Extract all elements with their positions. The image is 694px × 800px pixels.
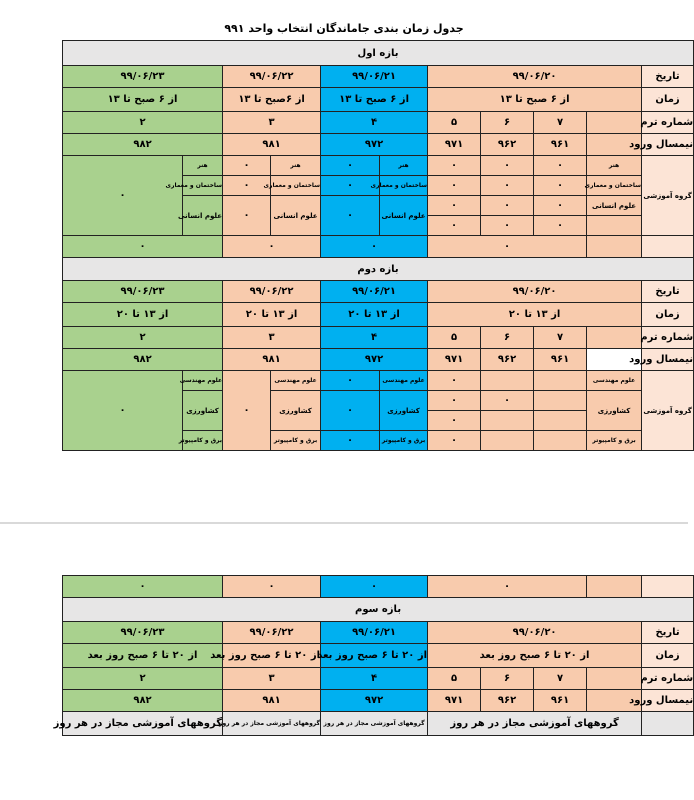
- entry-row: [63, 690, 694, 712]
- group-agri: کشاورزی: [183, 391, 223, 431]
- entry-971: ۹۷۱: [428, 134, 481, 156]
- term-6: ۶: [481, 112, 534, 134]
- term-3: ۳: [223, 327, 321, 349]
- term-3: ۳: [223, 112, 321, 134]
- count-blank: [587, 236, 642, 258]
- group-cell: ۰: [428, 156, 481, 176]
- time-day4: از ۱۳ تا ۲۰: [63, 303, 223, 327]
- date-day3: ۹۹/۰۶/۲۲: [223, 281, 321, 303]
- time-row: [63, 88, 694, 112]
- count-day4: ۰: [63, 236, 223, 258]
- group-cell: ۰: [534, 156, 587, 176]
- time-day4: از ۲۰ تا ۶ صبح روز بعد: [63, 644, 223, 668]
- entry-971: ۹۷۱: [428, 349, 481, 371]
- group-cell: ۰: [223, 176, 271, 196]
- entry-row: [63, 134, 694, 156]
- group-cell: ۰: [534, 216, 587, 236]
- entry-972: ۹۷۲: [321, 349, 428, 371]
- entry-972: ۹۷۲: [321, 134, 428, 156]
- group-eng: علوم مهندسی: [271, 371, 321, 391]
- date-day2: ۹۹/۰۶/۲۱: [321, 66, 428, 88]
- group-elec: برق و کامپیوتر: [380, 431, 428, 451]
- term-6: ۶: [481, 327, 534, 349]
- group-cell: ۰: [534, 196, 587, 216]
- group-arch: ساختمان و معماری: [380, 176, 428, 196]
- term-blank: [587, 112, 642, 134]
- group-cell: ۰: [428, 176, 481, 196]
- count-label: [642, 236, 694, 258]
- group-cell: ۰: [481, 391, 534, 411]
- group-cell: ۰: [428, 371, 481, 391]
- entry-971: ۹۷۱: [428, 690, 481, 712]
- term-5: ۵: [428, 327, 481, 349]
- schedule-table-main: [62, 40, 694, 451]
- group-agri: کشاورزی: [380, 391, 428, 431]
- group-label: گروه آموزشی: [642, 371, 694, 451]
- group-cell: ۰: [321, 391, 380, 431]
- date-row: [63, 622, 694, 644]
- group-cell: ۰: [321, 196, 380, 236]
- entry-962: ۹۶۲: [481, 349, 534, 371]
- period-3-header: بازه سوم: [63, 598, 694, 622]
- group-cell: [587, 216, 642, 236]
- term-7: ۷: [534, 668, 587, 690]
- term-3: ۳: [223, 668, 321, 690]
- date-day1: ۹۹/۰۶/۲۰: [428, 281, 642, 303]
- group-cell: ۰: [428, 411, 481, 431]
- term-4: ۴: [321, 327, 428, 349]
- entry-961: ۹۶۱: [534, 134, 587, 156]
- group-cell: ۰: [481, 216, 534, 236]
- period-1-header-row: [63, 41, 694, 66]
- time-row: [63, 303, 694, 327]
- group-cell: ۰: [63, 156, 183, 236]
- group-cell: ۰: [223, 156, 271, 176]
- term-2: ۲: [63, 327, 223, 349]
- allowed-row: [63, 712, 694, 736]
- term-5: ۵: [428, 668, 481, 690]
- entry-962: ۹۶۲: [481, 134, 534, 156]
- entry-981: ۹۸۱: [223, 349, 321, 371]
- group-cell: ۰: [534, 176, 587, 196]
- period-2-header-row: [63, 258, 694, 281]
- entry-981: ۹۸۱: [223, 690, 321, 712]
- date-day3: ۹۹/۰۶/۲۲: [223, 622, 321, 644]
- allowed-day1: گروههای آموزشی مجاز در هر روز: [428, 712, 642, 736]
- term-blank: [587, 668, 642, 690]
- count-label: [642, 576, 694, 598]
- entry-961: ۹۶۱: [534, 349, 587, 371]
- date-day4: ۹۹/۰۶/۲۳: [63, 66, 223, 88]
- group-human: علوم انسانی: [587, 196, 642, 216]
- group-cell: ۰: [428, 391, 481, 411]
- date-day1: ۹۹/۰۶/۲۰: [428, 622, 642, 644]
- group-cell: ۰: [321, 176, 380, 196]
- time-day1: از ۶ صبح تا ۱۳: [428, 88, 642, 112]
- group-agri: کشاورزی: [271, 391, 321, 431]
- count-day3: ۰: [223, 576, 321, 598]
- group-art: هنر: [271, 156, 321, 176]
- time-label: زمان: [642, 303, 694, 327]
- term-label: شماره ترم: [642, 112, 694, 134]
- date-day3: ۹۹/۰۶/۲۲: [223, 66, 321, 88]
- group-arch: ساختمان و معماری: [271, 176, 321, 196]
- period-1-header: بازه اول: [63, 41, 694, 66]
- group-eng: علوم مهندسی: [380, 371, 428, 391]
- count-day2: ۰: [321, 576, 428, 598]
- group-cell: ۰: [428, 431, 481, 451]
- time-day3: از ۱۳ تا ۲۰: [223, 303, 321, 327]
- entry-981: ۹۸۱: [223, 134, 321, 156]
- date-label: تاریخ: [642, 622, 694, 644]
- group-cell: [481, 431, 534, 451]
- count-row: [63, 236, 694, 258]
- term-blank: [587, 327, 642, 349]
- date-day1: ۹۹/۰۶/۲۰: [428, 66, 642, 88]
- time-day2: از ۶ صبح تا ۱۳: [321, 88, 428, 112]
- schedule-table-continued: [53, 575, 694, 736]
- term-label: شماره ترم: [642, 327, 694, 349]
- group-art: هنر: [183, 156, 223, 176]
- allowed-label: [642, 712, 694, 736]
- group-row: [63, 156, 694, 176]
- time-day3: از ۲۰ تا ۶ صبح روز بعد: [223, 644, 321, 668]
- count-blank: [587, 576, 642, 598]
- group-elec: برق و کامپیوتر: [587, 431, 642, 451]
- count-day1: ۰: [428, 576, 587, 598]
- entry-982: ۹۸۲: [63, 690, 223, 712]
- group-cell: ۰: [428, 216, 481, 236]
- group-cell: ۰: [321, 431, 380, 451]
- term-4: ۴: [321, 668, 428, 690]
- time-label: زمان: [642, 88, 694, 112]
- entry-label: نیمسال ورود: [642, 690, 694, 712]
- time-label: زمان: [642, 644, 694, 668]
- group-cell: [481, 411, 534, 431]
- group-human: علوم انسانی: [271, 196, 321, 236]
- group-elec: برق و کامپیوتر: [183, 431, 223, 451]
- date-row: [63, 281, 694, 303]
- group-cell: ۰: [223, 196, 271, 236]
- date-row: [63, 66, 694, 88]
- group-cell: [534, 431, 587, 451]
- group-eng: علوم مهندسی: [183, 371, 223, 391]
- term-2: ۲: [63, 668, 223, 690]
- group-art: هنر: [380, 156, 428, 176]
- group-cell: ۰: [428, 196, 481, 216]
- group-human: علوم انسانی: [183, 196, 223, 236]
- group-cell: ۰: [481, 156, 534, 176]
- group-arch: ساختمان و معماری: [587, 176, 642, 196]
- entry-972: ۹۷۲: [321, 690, 428, 712]
- allowed-day4: گروههای آموزشی مجاز در هر روز: [63, 712, 223, 736]
- time-row: [63, 644, 694, 668]
- entry-962: ۹۶۲: [481, 690, 534, 712]
- group-eng: علوم مهندسی: [587, 371, 642, 391]
- group-cell: [534, 411, 587, 431]
- time-day3: از ۶صبح تا ۱۳: [223, 88, 321, 112]
- page-break: [0, 522, 688, 524]
- period-3-header-row: [63, 598, 694, 622]
- term-label: شماره ترم: [642, 668, 694, 690]
- term-6: ۶: [481, 668, 534, 690]
- allowed-day3: گروههای آموزشی مجاز در هر روز: [223, 712, 321, 736]
- count-day2: ۰: [321, 236, 428, 258]
- count-day1: ۰: [428, 236, 587, 258]
- group-cell: ۰: [321, 156, 380, 176]
- group-elec: برق و کامپیوتر: [271, 431, 321, 451]
- page-title: جدول زمان بندی جاماندگان انتخاب واحد ۹۹۱: [224, 22, 464, 35]
- time-day4: از ۶ صبح تا ۱۳: [63, 88, 223, 112]
- group-row: [63, 371, 694, 391]
- date-day4: ۹۹/۰۶/۲۳: [63, 622, 223, 644]
- entry-982: ۹۸۲: [63, 134, 223, 156]
- date-day4: ۹۹/۰۶/۲۳: [63, 281, 223, 303]
- time-day2: از ۲۰ تا ۶ صبح روز بعد: [321, 644, 428, 668]
- period-2-header: بازه دوم: [63, 258, 694, 281]
- term-row: [63, 327, 694, 349]
- time-day2: از ۱۳ تا ۲۰: [321, 303, 428, 327]
- count-day4: ۰: [63, 576, 223, 598]
- group-cell: ۰: [321, 371, 380, 391]
- entry-row: [63, 349, 694, 371]
- group-arch: ساختمان و معماری: [183, 176, 223, 196]
- group-cell: ۰: [63, 371, 183, 451]
- group-cell: ۰: [223, 371, 271, 451]
- date-label: تاریخ: [642, 281, 694, 303]
- group-cell: [534, 371, 587, 391]
- term-7: ۷: [534, 327, 587, 349]
- date-day2: ۹۹/۰۶/۲۱: [321, 622, 428, 644]
- entry-label: نیمسال ورود: [642, 349, 694, 371]
- date-label: تاریخ: [642, 66, 694, 88]
- term-4: ۴: [321, 112, 428, 134]
- time-day1: از ۱۳ تا ۲۰: [428, 303, 642, 327]
- term-2: ۲: [63, 112, 223, 134]
- group-agri: کشاورزی: [587, 391, 642, 431]
- term-row: [63, 112, 694, 134]
- term-5: ۵: [428, 112, 481, 134]
- group-human: علوم انسانی: [380, 196, 428, 236]
- entry-982: ۹۸۲: [63, 349, 223, 371]
- time-day1: از ۲۰ تا ۶ صبح روز بعد: [428, 644, 642, 668]
- entry-label: نیمسال ورود: [642, 134, 694, 156]
- count-day3: ۰: [223, 236, 321, 258]
- group-cell: ۰: [481, 176, 534, 196]
- group-cell: ۰: [481, 196, 534, 216]
- group-label: گروه آموزشی: [642, 156, 694, 236]
- date-day2: ۹۹/۰۶/۲۱: [321, 281, 428, 303]
- count-row: [63, 576, 694, 598]
- entry-961: ۹۶۱: [534, 690, 587, 712]
- term-7: ۷: [534, 112, 587, 134]
- group-cell: [481, 371, 534, 391]
- allowed-day2: گروههای آموزشی مجاز در هر روز: [321, 712, 428, 736]
- group-art: هنر: [587, 156, 642, 176]
- group-cell: [534, 391, 587, 411]
- term-row: [63, 668, 694, 690]
